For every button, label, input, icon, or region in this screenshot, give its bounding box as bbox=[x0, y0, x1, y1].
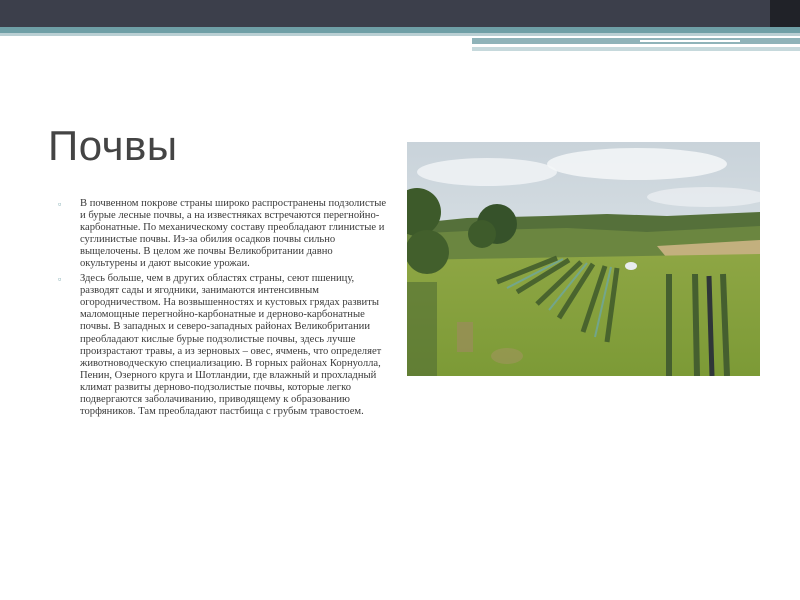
accent-highlight bbox=[640, 40, 740, 42]
slide-title: Почвы bbox=[48, 122, 178, 169]
farm-photo bbox=[407, 142, 760, 376]
bullet-icon: ▫ bbox=[58, 199, 62, 209]
accent-stripe bbox=[472, 38, 800, 44]
bullet-icon: ▫ bbox=[58, 274, 62, 285]
header-band-edge bbox=[770, 0, 800, 27]
header-band bbox=[0, 0, 800, 27]
bullet-list bbox=[58, 198, 388, 421]
accent-stripe-light bbox=[472, 47, 800, 51]
bullet-text: Здесь больше, чем в других областях страны, сеют пшеницу, разводят сады и ягодники, занимаются интенсивным огородничеством. На возвышенностях и кустовых грядах развиты маломощные перегнойно-карбонатные и дерново-карбонатные почвы. В западных и северо-западных районах Великобритании преобладают кислые бурые подзолистые почвы, здесь лучше произрастают травы, а из зерновых – овес, ячмень, что определяет животноводческую специализацию. В горных районах Корнуолла, Пенин, Озерного круга и Шотландии, где влажный и прохладный климат развиты дерново-подзолистые почвы, которые легко подвергаются заболачиванию, приводящему к образованию торфяников. Там преобладают пастбища с грубым травостоем. bbox=[80, 273, 382, 417]
bullet-item bbox=[58, 198, 388, 270]
bullet-item bbox=[58, 273, 388, 418]
header-stripe-light bbox=[0, 33, 800, 36]
bullet-text: В почвенном покрове страны широко распространены подзолистые и бурые лесные почвы, а на известняках встречаются перегнойно-карбонатные. По механическому составу преобладают глинистые и суглинистые почвы. Из-за обилия осадков почвы сильно выщелочены. В целом же почвы Великобритании давно окультурены и дают высокие урожаи. bbox=[80, 198, 387, 270]
